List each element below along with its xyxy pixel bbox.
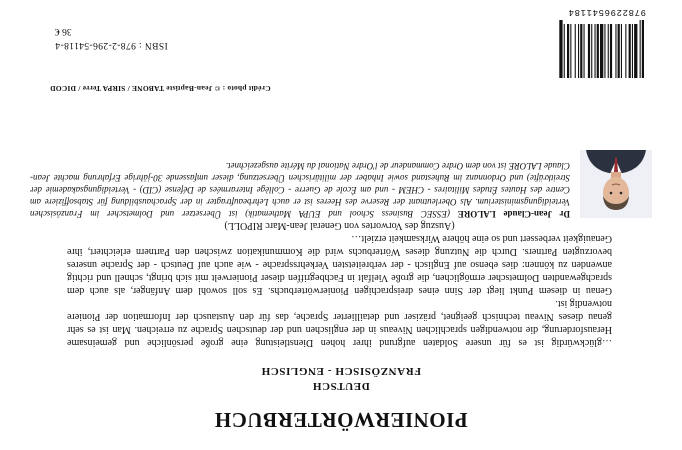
- barcode-bar: [597, 24, 599, 78]
- barcode-bar: [618, 24, 620, 78]
- barcode-bar: [621, 24, 622, 78]
- barcode-digits: 9782296541184: [567, 7, 646, 17]
- barcode-bar: [610, 24, 612, 78]
- blurb-paragraph-1: …glückwürdig ist es für unsere Soldaten aufgrund ihrer hohen Dienstleistung eine große persönliche und gemeinsame Herausforderung, die notwendigen sprachlichen Niveaus in der englischen und der deutschen Sprache zu erreichen. Man ist es sehr genau dieses Niveau technisch geeignet, präziser und detaillierter Sprache, das für den Austausch der Information der Pioniere notwendig ist.: [67, 298, 612, 348]
- barcode-bar: [570, 24, 571, 78]
- barcode-bar: [567, 24, 569, 78]
- book-title: PIONIERWÖRTERBUCH: [214, 408, 468, 432]
- person-portrait-icon: [580, 150, 652, 218]
- author-name: Dr Jean-Claude LALORE: [457, 209, 570, 219]
- barcode-bar: [588, 24, 590, 78]
- barcode-bar: [604, 24, 605, 78]
- barcode-bar: [632, 24, 633, 78]
- blurb-text: [67, 219, 612, 349]
- isbn: ISBN : 978-2-296-54118-4: [55, 40, 168, 50]
- quote-source: (Auszug des Vorwortes von General Jean-Marc RIPOLL): [224, 220, 455, 231]
- barcode-bar: [608, 24, 609, 78]
- barcode-bar: [580, 24, 582, 78]
- subtitle-language-primary: DEUTSCH: [312, 380, 370, 392]
- photo-credit: Crédit photo : © Jean-Baptiste TABONE / SIRPA Terre / DICOD: [50, 84, 271, 93]
- barcode-bar: [578, 24, 579, 78]
- barcode-bar: [559, 20, 562, 78]
- price: 36 €: [55, 26, 72, 36]
- barcode-bar: [634, 24, 637, 78]
- barcode-bar: [642, 20, 644, 78]
- barcode-bar: [615, 24, 616, 78]
- barcode-bar: [564, 24, 565, 78]
- barcode-bar: [595, 24, 596, 78]
- barcode-icon: [536, 20, 646, 80]
- barcode-bar: [625, 24, 626, 78]
- barcode-bar: [629, 24, 631, 78]
- barcode-graphic: [536, 20, 646, 80]
- barcode-bar: [600, 24, 603, 78]
- blurb-paragraph-2: Genau in diesem Punkt liegt der Sinn eines dreisprachigen Pionierwörterbuchs. Es soll sowohl dem Anfänger, als auch dem sprachgewandten Dolmetscher ermöglichen, die große Vielfalt in Fachbegriffen dieser Pionierwelt mit sich bringt, schnell und richtig anwenden zu können: dies ebenso auf Englisch - der verbreitetsten Verkehrssprache - wie auch auf Deutsch - der Sprache unseres bevorzugten Partners. Durch die Nutzung dieses Wörterbuchs wird die Kommunikation zwischen den Partnern erleichtert, ihre Genauigkeit verbessert und so eine höhere Wirksamkeit erzielt…: [67, 233, 612, 296]
- author-bio-text: (ESSEC Business School und EUPA Mathematik) ist Übersetzer und Dolmetscher im Französischen Verteidigungsministerium. Als Oberleutnant der Reserve des Heeres ist er auch Lehrbeauftragter in der Sprachausbildung für Stabsoffiziere am Centre des Hautes Études Militaires - CHEM - und am École de Guerre - Collège Interarmées de Défense (CID) - Verteidigungsakademie der Streitkräfte) und Ordonnanz im Ruhestand sowie Inhaber der militärischen Übersetzung, dieser umfassende 30-jährige Erfahrung machte Jean-Claude LALORE ist von dem Ordre Commandeur de l'Ordre National du Mérite ausgezeichnet.: [30, 161, 570, 219]
- barcode-bar: [575, 24, 576, 78]
- author-bio: [30, 160, 570, 220]
- barcode-bar: [584, 24, 585, 78]
- barcode-bar: [591, 24, 592, 78]
- barcode-bar: [640, 20, 641, 78]
- subtitle-languages-secondary: FRANZÖSISCH - ENGLISCH: [261, 365, 421, 377]
